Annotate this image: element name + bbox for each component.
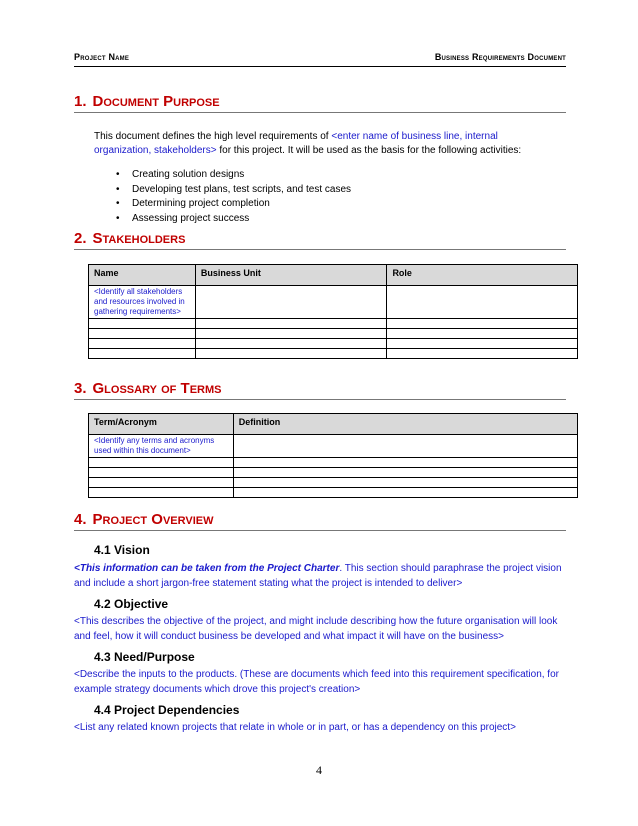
subheading-need-purpose: 4.3 Need/Purpose	[94, 650, 195, 664]
purpose-paragraph	[94, 130, 546, 158]
dependencies-paragraph: <List any related known projects that relate in whole or in part, or has a dependency on this project>	[74, 722, 516, 733]
list-item: • Developing test plans, test scripts, and test cases	[116, 183, 351, 198]
table-cell	[233, 468, 577, 478]
table-cell	[195, 319, 387, 329]
column-header: Business Unit	[195, 265, 387, 286]
header-rule	[74, 66, 566, 67]
section-number: 1.	[74, 93, 87, 110]
table-row	[89, 329, 578, 339]
table-row	[89, 435, 578, 458]
table-row	[89, 349, 578, 359]
table-cell	[233, 488, 577, 498]
section-rule	[74, 399, 566, 400]
header-project-name: Project Name	[74, 52, 130, 62]
section-heading-glossary	[74, 380, 222, 397]
table-cell	[233, 458, 577, 468]
section-heading-stakeholders	[74, 230, 185, 247]
objective-paragraph: <This describes the objective of the project, and might include describing how the future organisation will look and feel, how it will conduct business be developed and what impact it will have on the business>	[74, 616, 558, 642]
table-cell	[89, 468, 234, 478]
table-cell	[89, 339, 196, 349]
section-heading-overview	[74, 511, 214, 528]
section-number: 3.	[74, 380, 87, 397]
section-rule	[74, 112, 566, 113]
table-row	[89, 478, 578, 488]
subheading-dependencies: 4.4 Project Dependencies	[94, 703, 240, 717]
section-title: Document Purpose	[92, 93, 220, 110]
table-header-row	[89, 265, 578, 286]
table-cell	[195, 339, 387, 349]
table-cell	[195, 329, 387, 339]
section-heading-purpose	[74, 93, 220, 110]
section-title: Stakeholders	[92, 230, 186, 247]
subheading-vision: 4.1 Vision	[94, 543, 150, 557]
vision-lead-text: <This information can be taken from the Project Charter	[74, 563, 340, 574]
vision-text: . This section should paraphrase the project vision and include a short jargon-free statement stating what the project is intended to deliver>	[74, 563, 562, 589]
table-header-row	[89, 414, 578, 435]
table-cell	[89, 458, 234, 468]
column-header: Definition	[233, 414, 577, 435]
section-number: 2.	[74, 230, 87, 247]
purpose-text-start: This document defines the high level requirements of	[94, 131, 332, 142]
page-number: 4	[316, 763, 322, 777]
stakeholders-table	[88, 264, 578, 359]
purpose-bullet-list	[116, 168, 351, 226]
table-cell	[233, 478, 577, 488]
column-header: Name	[89, 265, 196, 286]
purpose-placeholder: <enter name of business line, internal organization, stakeholders>	[94, 131, 498, 156]
table-cell	[89, 349, 196, 359]
need-paragraph: <Describe the inputs to the products. (These are documents which feed into this requirement specification, for example strategy documents which drove this project's creation>	[74, 669, 559, 695]
placeholder-cell: <Identify all stakeholders and resources involved in gathering requirements>	[89, 286, 196, 319]
table-cell	[387, 339, 578, 349]
section-title: Glossary of Terms	[92, 380, 222, 397]
subheading-objective: 4.2 Objective	[94, 597, 169, 611]
table-cell	[89, 478, 234, 488]
table-cell	[387, 349, 578, 359]
table-cell	[387, 329, 578, 339]
glossary-table	[88, 413, 578, 498]
list-item: • Creating solution designs	[116, 168, 351, 183]
placeholder-cell: <Identify any terms and acronyms used within this document>	[89, 435, 234, 458]
table-cell	[195, 286, 387, 319]
list-item: • Assessing project success	[116, 212, 351, 227]
table-row	[89, 468, 578, 478]
table-cell	[89, 319, 196, 329]
table-row	[89, 488, 578, 498]
table-cell	[233, 435, 577, 458]
table-cell	[387, 319, 578, 329]
table-cell	[387, 286, 578, 319]
list-item: • Determining project completion	[116, 197, 351, 212]
section-rule	[74, 530, 566, 531]
header-document-title: Business Requirements Document	[434, 52, 566, 62]
table-cell	[195, 349, 387, 359]
table-cell	[89, 488, 234, 498]
table-cell	[89, 329, 196, 339]
section-title: Project Overview	[92, 511, 214, 528]
purpose-text-end: for this project. It will be used as the basis for the following activities:	[216, 145, 522, 156]
column-header: Term/Acronym	[89, 414, 234, 435]
section-rule	[74, 249, 566, 250]
table-row	[89, 319, 578, 329]
table-row	[89, 286, 578, 319]
vision-paragraph	[74, 561, 568, 591]
column-header: Role	[387, 265, 578, 286]
table-row	[89, 458, 578, 468]
section-number: 4.	[74, 511, 87, 528]
table-row	[89, 339, 578, 349]
